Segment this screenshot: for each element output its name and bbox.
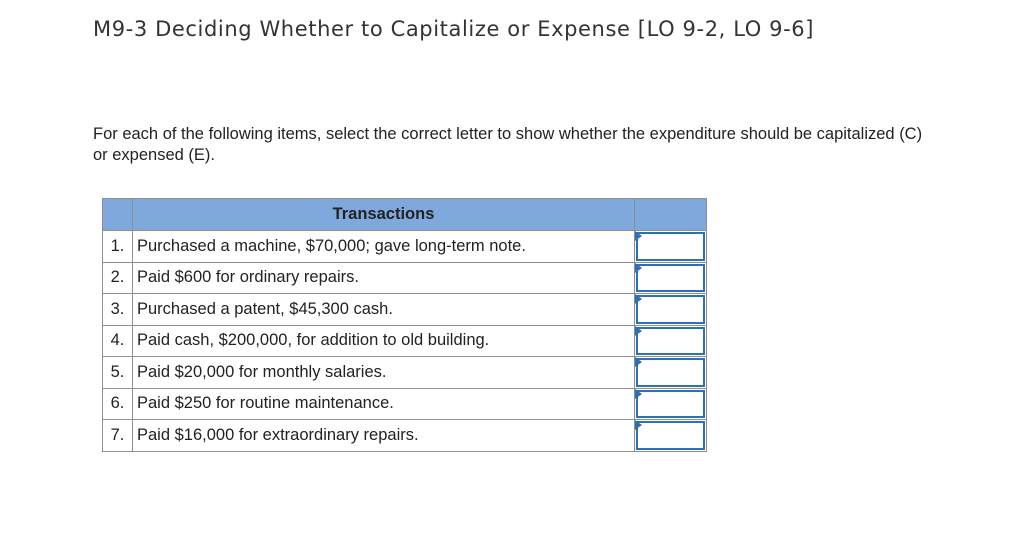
page-title: M9-3 Deciding Whether to Capitalize or Expense [LO 9-2, LO 9-6] (93, 17, 815, 41)
dropdown-marker-icon (635, 389, 642, 399)
table-row (103, 294, 707, 326)
dropdown-marker-icon (635, 357, 642, 367)
dropdown-marker-icon (635, 326, 642, 336)
answer-cell (635, 231, 707, 263)
row-number: 4. (103, 325, 133, 357)
transaction-description: Paid $250 for routine maintenance. (133, 388, 635, 420)
table-row (103, 388, 707, 420)
answer-cell (635, 388, 707, 420)
header-transactions-cell: Transactions (133, 199, 635, 231)
answer-cell (635, 357, 707, 389)
table-row (103, 231, 707, 263)
table-header-row (103, 199, 707, 231)
row-number: 3. (103, 294, 133, 326)
row-number: 1. (103, 231, 133, 263)
transactions-table (102, 198, 707, 452)
dropdown-marker-icon (635, 294, 642, 304)
transaction-description: Paid cash, $200,000, for addition to old building. (133, 325, 635, 357)
transaction-description: Purchased a machine, $70,000; gave long-term note. (133, 231, 635, 263)
header-answer-cell (635, 199, 707, 231)
row-number: 5. (103, 357, 133, 389)
answer-select[interactable] (636, 358, 705, 387)
answer-select[interactable] (636, 295, 705, 324)
row-number: 6. (103, 388, 133, 420)
dropdown-marker-icon (635, 420, 642, 430)
table-row (103, 325, 707, 357)
header-num-cell (103, 199, 133, 231)
instructions-text: For each of the following items, select the correct letter to show whether the expenditure should be capitalized (C) or expensed (E). (93, 125, 923, 164)
answer-cell (635, 420, 707, 452)
dropdown-marker-icon (635, 231, 642, 241)
table-row (103, 357, 707, 389)
transaction-description: Paid $20,000 for monthly salaries. (133, 357, 635, 389)
answer-select[interactable] (636, 421, 705, 450)
answer-select[interactable] (636, 232, 705, 261)
answer-cell (635, 262, 707, 294)
dropdown-marker-icon (635, 263, 642, 273)
table-row (103, 262, 707, 294)
answer-cell (635, 325, 707, 357)
answer-select[interactable] (636, 327, 705, 356)
answer-select[interactable] (636, 390, 705, 419)
transaction-description: Paid $600 for ordinary repairs. (133, 262, 635, 294)
answer-select[interactable] (636, 264, 705, 293)
transaction-description: Paid $16,000 for extraordinary repairs. (133, 420, 635, 452)
answer-cell (635, 294, 707, 326)
transaction-description: Purchased a patent, $45,300 cash. (133, 294, 635, 326)
row-number: 7. (103, 420, 133, 452)
row-number: 2. (103, 262, 133, 294)
table-row (103, 420, 707, 452)
